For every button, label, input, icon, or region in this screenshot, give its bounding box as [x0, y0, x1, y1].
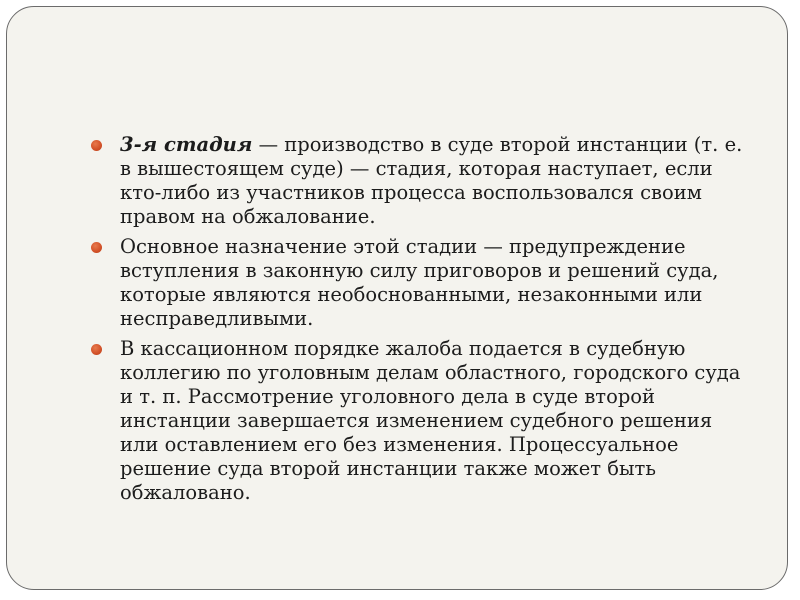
- circle-bullet-icon: [91, 242, 102, 253]
- bullet-text: В кассационном порядке жалоба подается в судебную коллегию по уголовным делам областного, городского суда и т. п. Рассмотрение уголовного дела в суде второй инстанции завершается изменением судебного решения или оставлением его без изменения. Процессуальное решение суда второй инстанции также может быть обжаловано.: [120, 337, 741, 504]
- bullet-item-purpose: [91, 235, 751, 331]
- circle-bullet-icon: [91, 140, 102, 151]
- bullet-text: Основное назначение этой стадии — предупреждение вступления в законную силу приговоров и решений суда, которые являются необоснованными, незаконными или несправедливыми.: [120, 235, 719, 330]
- circle-bullet-icon: [91, 344, 102, 355]
- bullet-item-cassation: [91, 337, 751, 505]
- bullet-list: [91, 133, 751, 511]
- bullet-text: — производство в суде второй инстанции (т. е. в вышестоящем суде) — стадия, которая наступает, если кто-либо из участников процесса воспользовался своим правом на обжалование.: [120, 133, 743, 228]
- slide-frame: [6, 6, 788, 590]
- bullet-item-stage-3: [91, 133, 751, 229]
- bullet-emphasis: 3-я стадия: [120, 133, 253, 156]
